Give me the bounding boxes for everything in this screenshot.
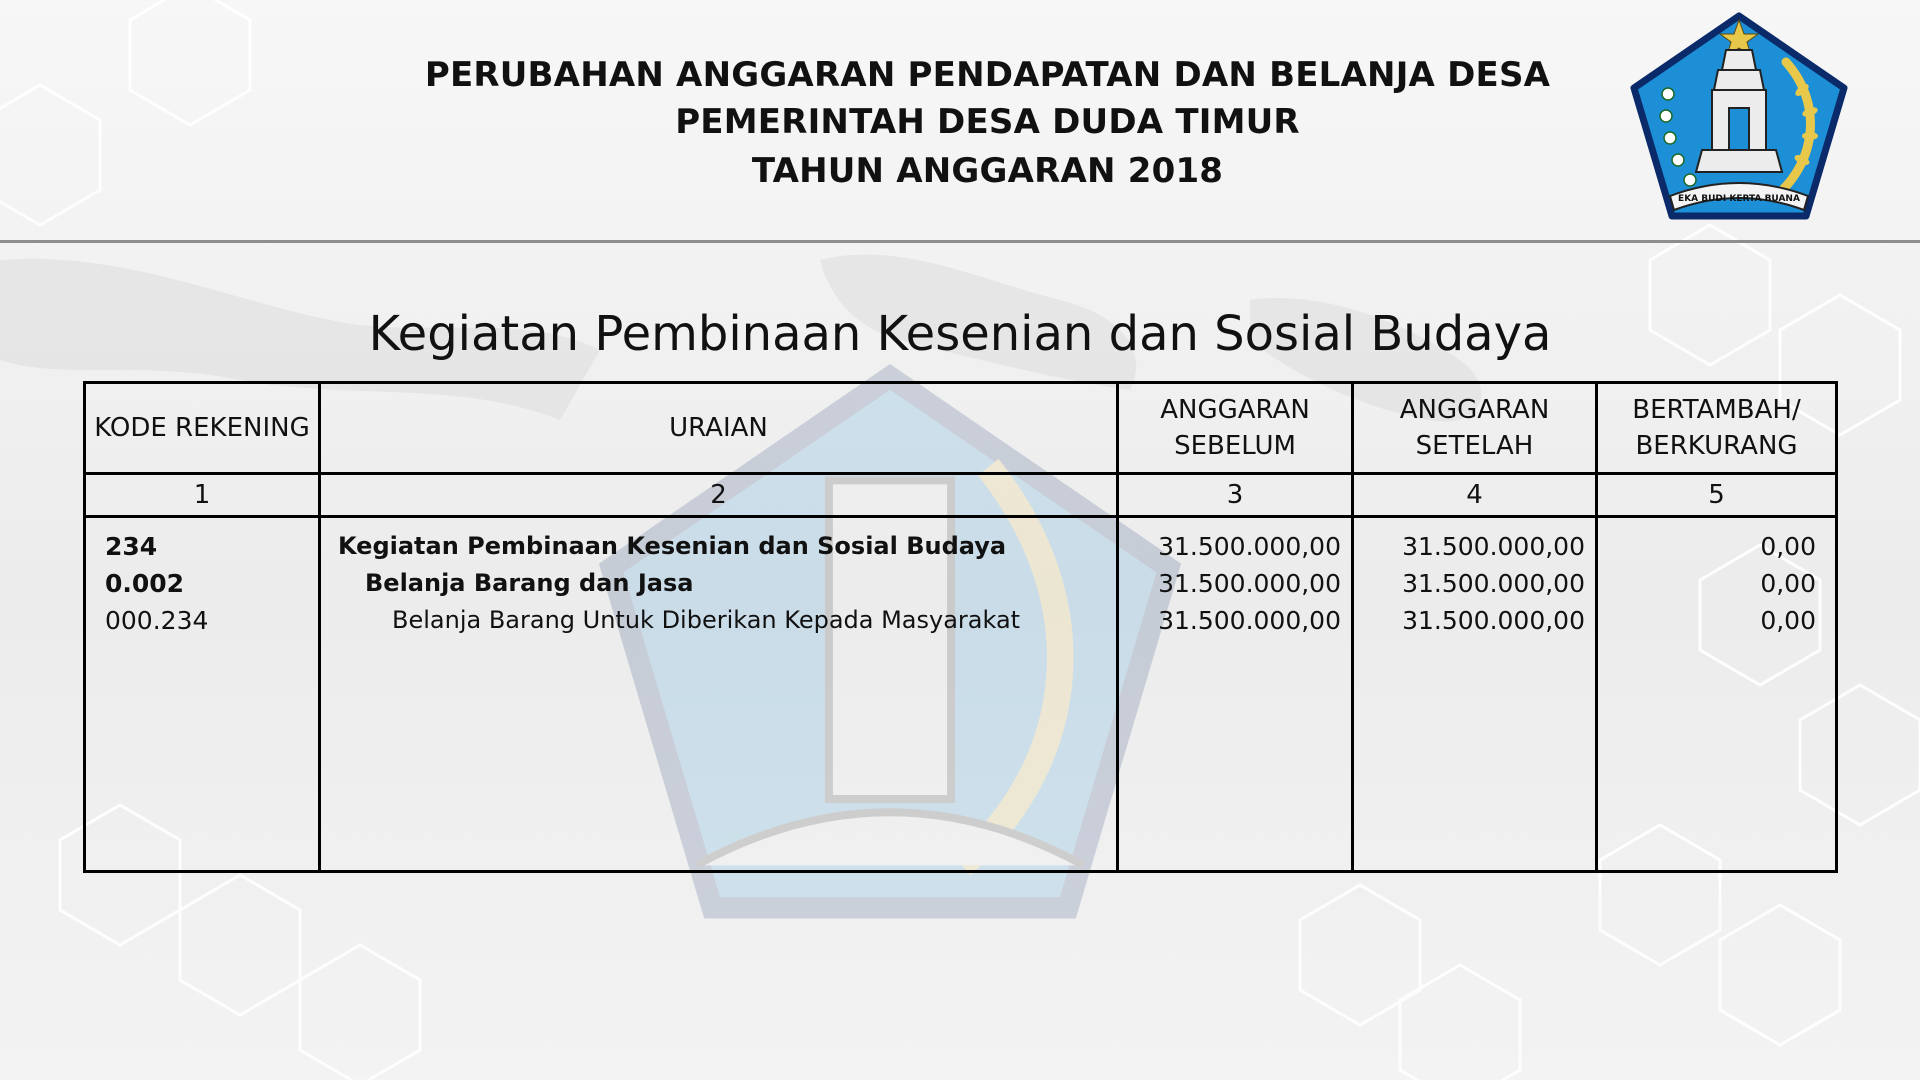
budget-table-container bbox=[83, 381, 1838, 873]
amount-value: 31.500.000,00 bbox=[1158, 569, 1341, 598]
anggaran-setelah-cell bbox=[1353, 517, 1597, 872]
column-number: 1 bbox=[85, 474, 320, 517]
header-uraian bbox=[320, 383, 1118, 474]
regency-emblem-logo bbox=[1626, 10, 1852, 224]
amount-value: 31.500.000,00 bbox=[1402, 606, 1585, 635]
header-setelah-line-2: SETELAH bbox=[1415, 431, 1534, 461]
column-number: 5 bbox=[1597, 474, 1837, 517]
amount-value: 31.500.000,00 bbox=[1158, 532, 1341, 561]
budget-table bbox=[83, 381, 1838, 873]
document-title-line-1: PERUBAHAN ANGGARAN PENDAPATAN DAN BELANJA DESA bbox=[424, 55, 1551, 95]
header-anggaran-sebelum bbox=[1118, 383, 1353, 474]
activity-title: Kegiatan Pembinaan Kesenian dan Sosial Budaya bbox=[368, 306, 1552, 362]
kode-value: 234 bbox=[105, 532, 158, 561]
header-kode-label: KODE REKENING bbox=[94, 413, 310, 443]
document-title-line-3: TAHUN ANGGARAN 2018 bbox=[751, 151, 1224, 191]
logo-ribbon-text: EKA BUDI KERTA BUANA bbox=[1678, 194, 1800, 204]
column-number: 4 bbox=[1353, 474, 1597, 517]
header-anggaran-setelah bbox=[1353, 383, 1597, 474]
kode-value: 000.234 bbox=[105, 606, 209, 635]
uraian-value: Kegiatan Pembinaan Kesenian dan Sosial Budaya bbox=[338, 532, 1007, 560]
amount-value: 31.500.000,00 bbox=[1402, 532, 1585, 561]
header-divider bbox=[0, 240, 1920, 243]
header-sebelum-line-2: SEBELUM bbox=[1174, 431, 1296, 461]
column-number-row bbox=[85, 474, 1837, 517]
document-title-line-2: PEMERINTAH DESA DUDA TIMUR bbox=[675, 102, 1300, 142]
amount-value: 0,00 bbox=[1760, 532, 1816, 561]
anggaran-sebelum-cell bbox=[1118, 517, 1353, 872]
uraian-cell bbox=[320, 517, 1118, 872]
amount-value: 0,00 bbox=[1760, 569, 1816, 598]
bertambah-berkurang-cell bbox=[1597, 517, 1837, 872]
column-number: 2 bbox=[320, 474, 1118, 517]
header-sebelum-line-1: ANGGARAN bbox=[1160, 395, 1310, 425]
header-kode-rekening bbox=[85, 383, 320, 474]
kode-rekening-cell bbox=[85, 517, 320, 872]
amount-value: 0,00 bbox=[1760, 606, 1816, 635]
amount-value: 31.500.000,00 bbox=[1158, 606, 1341, 635]
table-data-row bbox=[85, 517, 1837, 872]
header-selisih-line-1: BERTAMBAH/ bbox=[1632, 395, 1801, 425]
header-bertambah-berkurang bbox=[1597, 383, 1837, 474]
amount-value: 31.500.000,00 bbox=[1402, 569, 1585, 598]
header-uraian-label: URAIAN bbox=[669, 413, 768, 443]
page-header bbox=[0, 0, 1920, 242]
kode-value: 0.002 bbox=[105, 569, 185, 598]
header-setelah-line-1: ANGGARAN bbox=[1399, 395, 1550, 425]
uraian-value: Belanja Barang Untuk Diberikan Kepada Masyarakat bbox=[392, 606, 1021, 634]
uraian-value: Belanja Barang dan Jasa bbox=[365, 569, 694, 597]
table-header-row bbox=[85, 383, 1837, 474]
column-number: 3 bbox=[1118, 474, 1353, 517]
header-selisih-line-2: BERKURANG bbox=[1635, 431, 1798, 461]
